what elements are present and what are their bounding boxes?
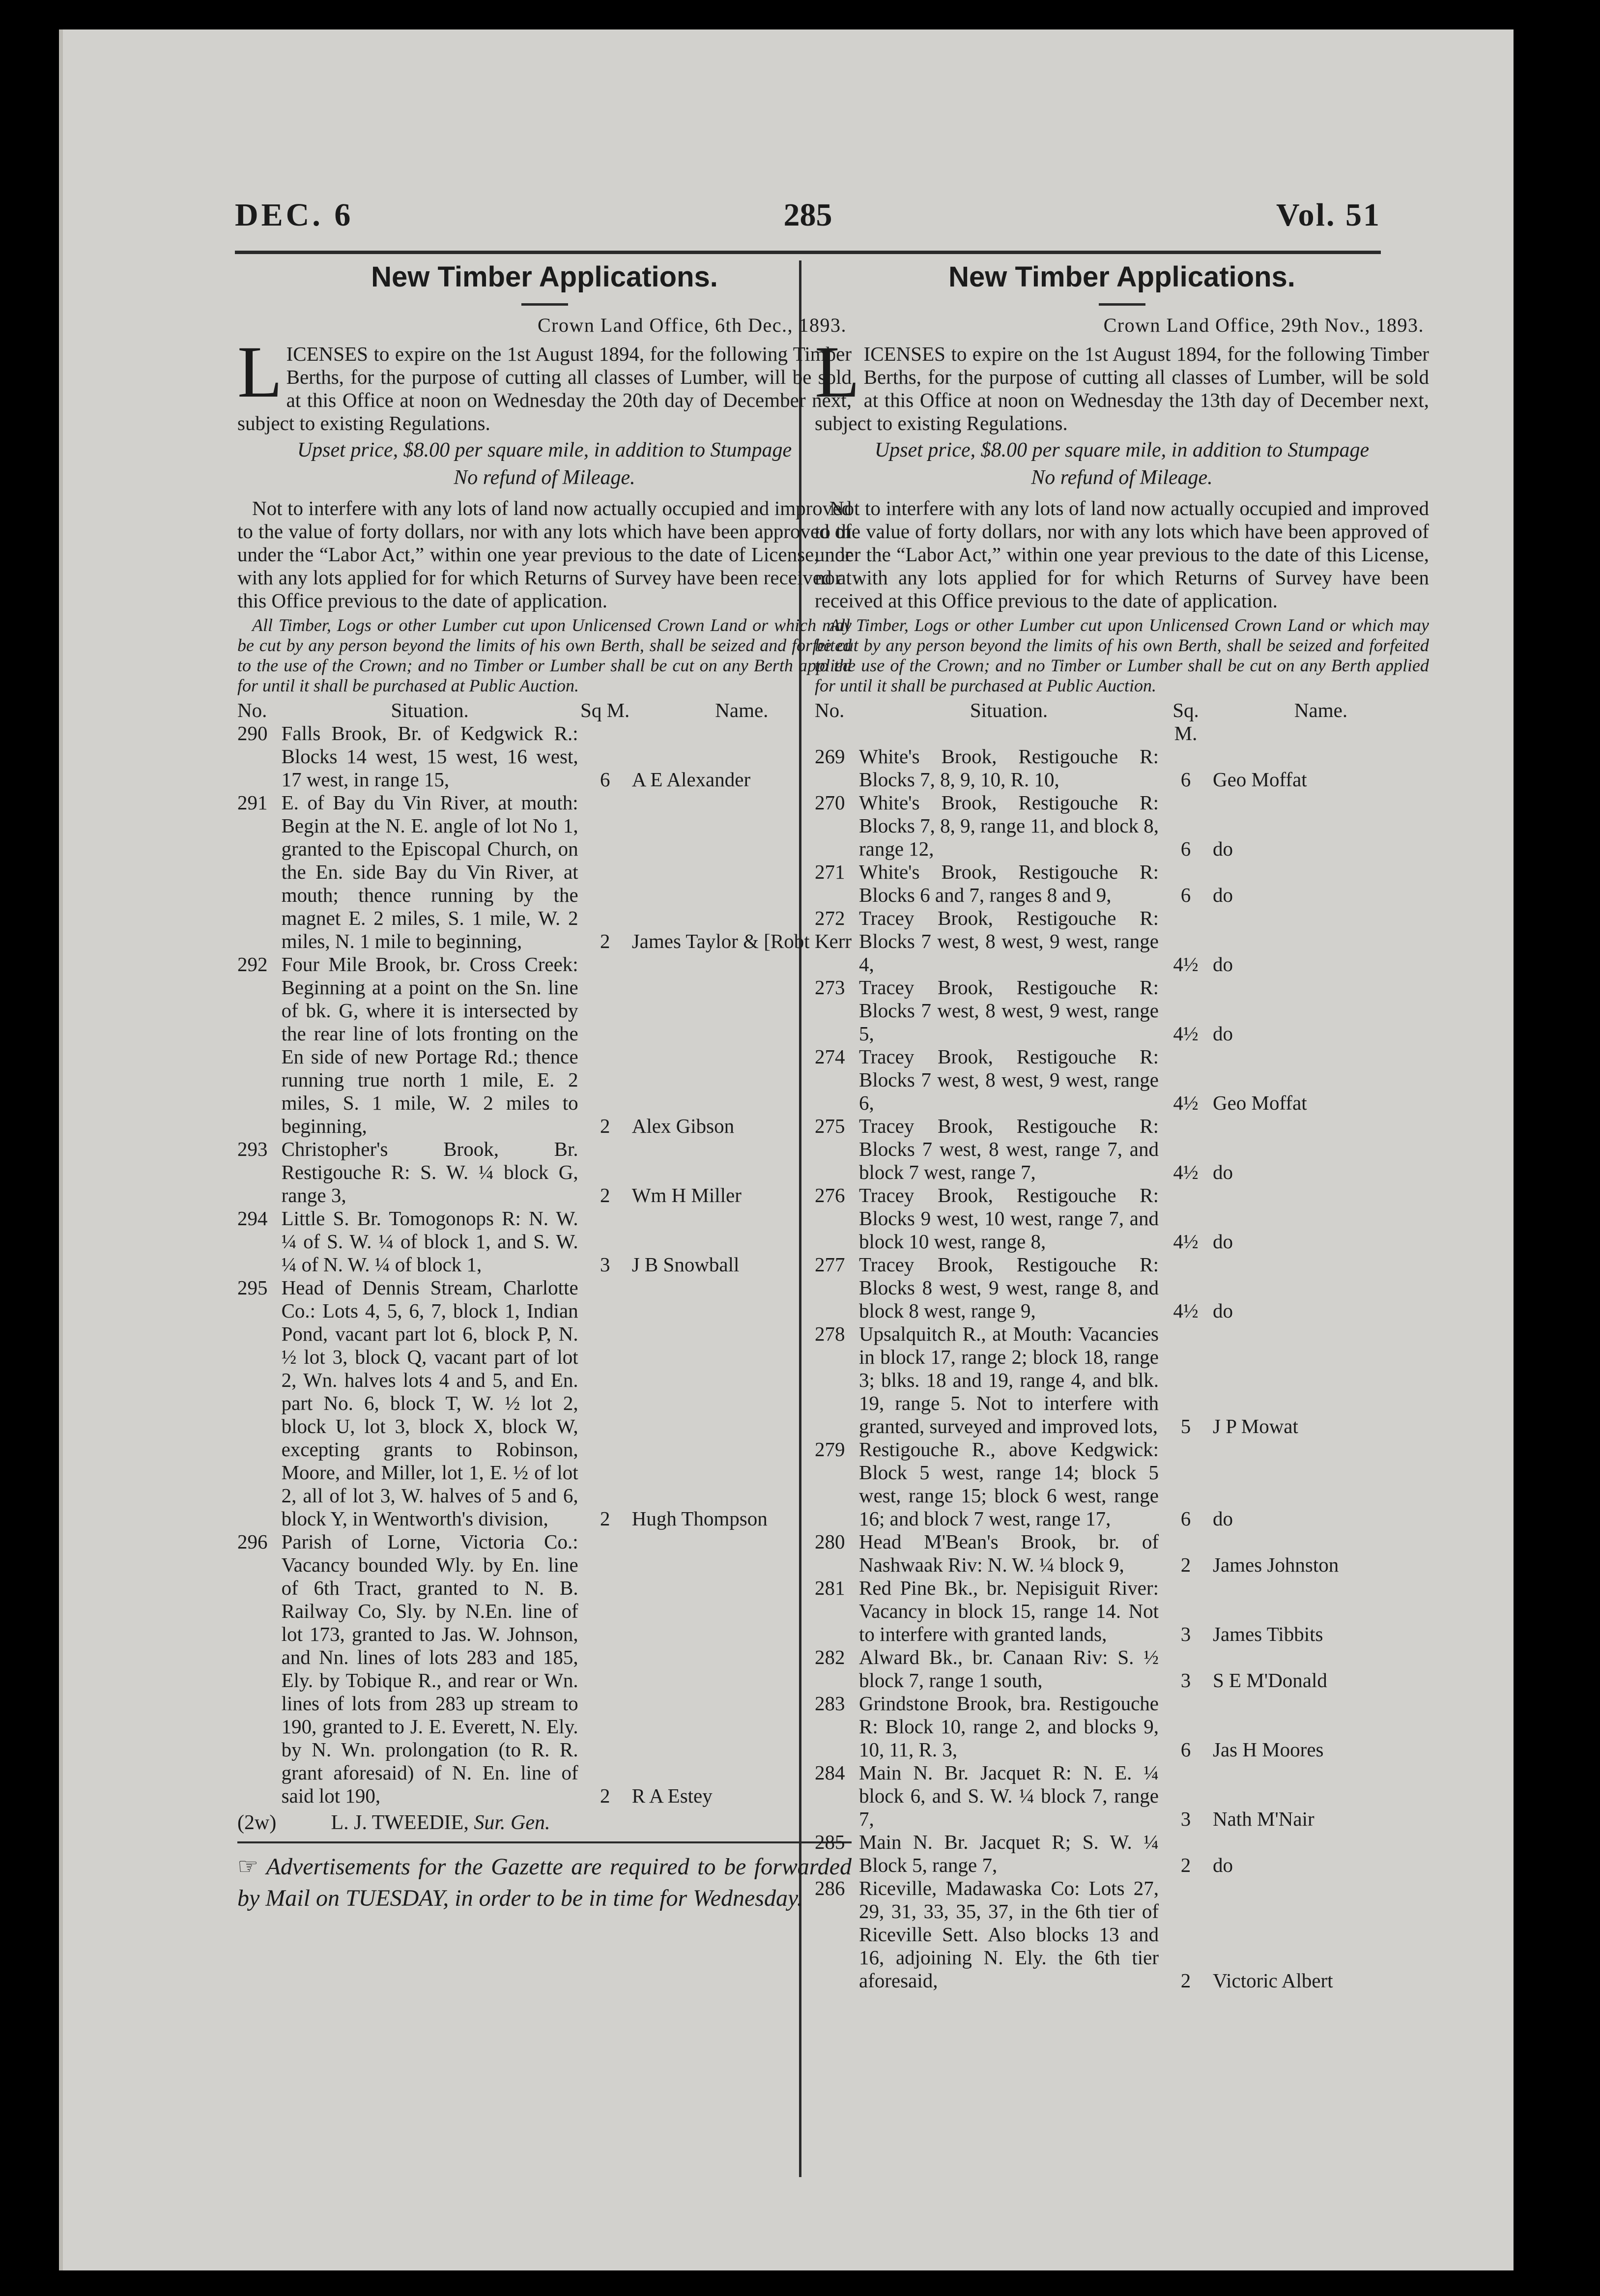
header-situation: Situation. <box>391 699 469 721</box>
advertisement-text: Advertisements for the Gazette are required to be forwarded by Mail on TUESDAY, in order to be in time for Wednesday. <box>237 1854 852 1911</box>
refund-note: No refund of Mileage. <box>454 466 635 489</box>
entry-number: 294 <box>237 1207 268 1230</box>
entry-sq: 3 <box>600 1253 610 1276</box>
drop-cap: L <box>815 331 860 413</box>
volume-number: Vol. 51 <box>1276 197 1381 233</box>
entry-number: 286 <box>815 1877 845 1899</box>
office-dateline: Crown Land Office, 29th Nov., 1893. <box>1103 314 1424 336</box>
table-row <box>815 976 1429 1045</box>
applications-table <box>237 699 852 1808</box>
header-sq: Sq. M. <box>1172 699 1199 745</box>
entry-name: do <box>1213 1299 1233 1322</box>
advertisement-notice <box>237 1851 852 1914</box>
entry-situation: White's Brook, Restigouche R: Blocks 7, 8, 9, range 11, and block 8, range 12, <box>859 791 1159 860</box>
interference-notice: Not to interfere with any lots of land now actually occupied and improved to the value of forty dollars, nor with any lots which have been approved of under the “Labor Act,” within one year previous to the date of License, nor with any lots applied for for which Returns of Survey have been received at this Office previous to the date of application. <box>237 497 852 612</box>
upset-price: Upset price, $8.00 per square mile, in addition to Stumpage <box>297 439 792 461</box>
intro-paragraph <box>815 331 1429 435</box>
table-row <box>237 722 852 791</box>
seizure-notice: All Timber, Logs or other Lumber cut upon Unlicensed Crown Land or which may be cut by any person beyond the limits of his own Berth, shall be seized and forfeited to the use of the Crown; and no Timber or Lumber shall be cut on any Berth applied for until it shall be purchased at Public Auction. <box>815 615 1429 695</box>
page-number: 285 <box>783 197 832 233</box>
title-rule <box>521 303 568 306</box>
entry-number: 290 <box>237 722 268 745</box>
entry-sq: 6 <box>1180 837 1191 860</box>
entry-situation: Tracey Brook, Restigouche R: Blocks 8 west, 9 west, range 8, and block 8 west, range 9, <box>859 1253 1159 1322</box>
table-row <box>237 791 852 953</box>
entry-sq: 2 <box>600 930 610 952</box>
entry-situation: Tracey Brook, Restigouche R: Blocks 7 west, 8 west, 9 west, range 4, <box>859 907 1159 976</box>
entry-number: 275 <box>815 1115 845 1137</box>
table-row <box>815 1438 1429 1530</box>
entry-sq: 3 <box>1180 1808 1191 1830</box>
table-row <box>815 1530 1429 1577</box>
table-row <box>237 953 852 1138</box>
entry-situation: Christopher's Brook, Br. Restigouche R: S. W. ¼ block G, range 3, <box>281 1138 578 1206</box>
entry-number: 295 <box>237 1276 268 1299</box>
entry-number: 269 <box>815 745 845 768</box>
entry-situation: Tracey Brook, Restigouche R: Blocks 7 west, 8 west, 9 west, range 6, <box>859 1045 1159 1114</box>
entry-name: do <box>1213 1507 1233 1530</box>
table-row <box>815 1831 1429 1877</box>
entry-name: Nath M'Nair <box>1213 1808 1314 1830</box>
entry-sq: 2 <box>1180 1553 1191 1576</box>
table-row <box>815 1045 1429 1115</box>
entry-number: 273 <box>815 976 845 999</box>
entry-situation: White's Brook, Restigouche R: Blocks 7, 8, 9, 10, R. 10, <box>859 745 1159 791</box>
entry-number: 279 <box>815 1438 845 1461</box>
entry-name: do <box>1213 884 1233 906</box>
applications-table <box>815 699 1429 1992</box>
entry-sq: 3 <box>1180 1669 1191 1692</box>
table-row <box>815 1646 1429 1692</box>
entry-name: James Tibbits <box>1213 1623 1323 1645</box>
entry-situation: Head M'Bean's Brook, br. of Nashwaak Riv: N. W. ¼ block 9, <box>859 1530 1159 1576</box>
table-row <box>815 1115 1429 1184</box>
entry-name: Victoric Albert <box>1213 1969 1333 1992</box>
entry-situation: Tracey Brook, Restigouche R: Blocks 9 west, 10 west, range 7, and block 10 west, range 8, <box>859 1184 1159 1253</box>
entry-sq: 4½ <box>1173 1022 1199 1045</box>
entry-number: 282 <box>815 1646 845 1668</box>
entry-number: 284 <box>815 1761 845 1784</box>
entry-number: 285 <box>815 1831 845 1853</box>
title-rule <box>1099 303 1145 306</box>
entry-sq: 2 <box>600 1115 610 1137</box>
entry-number: 280 <box>815 1530 845 1553</box>
entry-situation: Riceville, Madawaska Co: Lots 27, 29, 31, 33, 35, 37, in the 6th tier of Riceville Sett. Also blocks 13 and 16, adjoining N. Ely. the 6th tier aforesaid, <box>859 1877 1159 1992</box>
left-column <box>237 260 852 1914</box>
entry-number: 270 <box>815 791 845 814</box>
header-situation: Situation. <box>970 699 1048 721</box>
entry-number: 293 <box>237 1138 268 1160</box>
table-row <box>815 1692 1429 1761</box>
office-dateline: Crown Land Office, 6th Dec., 1893. <box>537 314 847 336</box>
entry-name: Hugh Thompson <box>631 1507 768 1530</box>
entry-situation: Tracey Brook, Restigouche R: Blocks 7 west, 8 west, 9 west, range 5, <box>859 976 1159 1045</box>
entry-number: 292 <box>237 953 268 976</box>
entry-number: 281 <box>815 1577 845 1599</box>
entry-number: 271 <box>815 861 845 883</box>
table-row <box>237 1207 852 1276</box>
entry-name: James Taylor & [Robt Kerr <box>631 930 852 952</box>
table-row <box>815 1322 1429 1438</box>
seizure-notice: All Timber, Logs or other Lumber cut upon Unlicensed Crown Land or which may be cut by any person beyond the limits of his own Berth, shall be seized and forfeited to the use of the Crown; and no Timber or Lumber shall be cut on any Berth applied for until it shall be purchased at Public Auction. <box>237 615 852 695</box>
header-name: Name. <box>715 699 769 721</box>
header-no: No. <box>237 699 267 721</box>
entry-sq: 6 <box>1180 1507 1191 1530</box>
entry-sq: 6 <box>1180 768 1191 791</box>
table-row <box>815 1184 1429 1253</box>
header-no: No. <box>815 699 845 721</box>
refund-note: No refund of Mileage. <box>1031 466 1213 489</box>
entry-number: 278 <box>815 1322 845 1345</box>
entry-situation: Restigouche R., above Kedgwick: Block 5 west, range 14; block 5 west, range 15; block 6 west, range 16; and block 7 west, range 17, <box>859 1438 1159 1530</box>
entry-sq: 6 <box>600 768 610 791</box>
signature-title: Sur. Gen. <box>474 1811 550 1834</box>
signature: L. J. TWEEDIE, <box>331 1811 469 1834</box>
table-row <box>815 861 1429 907</box>
table-row <box>815 1253 1429 1322</box>
table-row <box>815 745 1429 791</box>
entry-name: S E M'Donald <box>1213 1669 1327 1692</box>
entry-name: James Johnston <box>1213 1553 1339 1576</box>
entry-name: do <box>1213 1022 1233 1045</box>
entry-name: do <box>1213 837 1233 860</box>
table-row <box>815 1877 1429 1992</box>
entry-number: 283 <box>815 1692 845 1715</box>
entry-sq: 5 <box>1180 1415 1191 1437</box>
entry-name: A E Alexander <box>631 768 751 791</box>
entry-name: do <box>1213 1854 1233 1876</box>
entry-name: Geo Moffat <box>1213 768 1307 791</box>
entry-name: do <box>1213 1230 1233 1253</box>
entry-situation: Upsalquitch R., at Mouth: Vacancies in block 17, range 2; block 18, range 3; blks. 18 and 19, range 4, and blk. 19, range 5. Not to interfere with granted, surveyed and improved lots, <box>859 1322 1159 1437</box>
entry-situation: Red Pine Bk., br. Nepisiguit River: Vacancy in block 15, range 14. Not to interfere with granted lands, <box>859 1577 1159 1645</box>
intro-paragraph <box>237 331 852 435</box>
upset-price: Upset price, $8.00 per square mile, in addition to Stumpage <box>874 439 1370 461</box>
table-row <box>815 791 1429 861</box>
right-column <box>815 260 1429 1992</box>
insertion-code: (2w) <box>237 1811 277 1834</box>
entry-situation: Main N. Br. Jacquet R; S. W. ¼ Block 5, range 7, <box>859 1831 1159 1876</box>
intro-text: ICENSES to expire on the 1st August 1894, for the following Timber Berths, for the purpose of cutting all classes of Lumber, will be sold at this Office at noon on Wednesday the 20th day of December next, subject to existing Regulations. <box>237 343 852 434</box>
entry-name: J B Snowball <box>631 1253 740 1276</box>
entry-situation: E. of Bay du Vin River, at mouth: Begin at the N. E. angle of lot No 1, granted to the Episcopal Church, on the En. side Bay du Vin River, at mouth; thence running by the magnet E. 2 miles, S. 1 mile, W. 2 miles, N. 1 mile to beginning, <box>281 791 578 952</box>
header-name: Name. <box>1294 699 1348 721</box>
table-header <box>815 699 1429 745</box>
section-title: New Timber Applications. <box>371 261 718 293</box>
entry-situation: Grindstone Brook, bra. Restigouche R: Block 10, range 2, and blocks 9, 10, 11, R. 3, <box>859 1692 1159 1761</box>
entry-sq: 3 <box>1180 1623 1191 1645</box>
entry-name: Alex Gibson <box>631 1115 735 1137</box>
entry-number: 276 <box>815 1184 845 1206</box>
section-title: New Timber Applications. <box>948 261 1295 293</box>
entry-situation: Four Mile Brook, br. Cross Creek: Beginning at a point on the Sn. line of bk. G, where it is intersected by the rear line of lots fronting on the En side of new Portage Rd.; thence running true north 1 mile, E. 2 miles, S. 1 mile, W. 2 miles to beginning, <box>281 953 578 1137</box>
entry-name: do <box>1213 1161 1233 1183</box>
pointing-hand-icon: ☞ <box>237 1854 259 1880</box>
entry-name: J P Mowat <box>1213 1415 1298 1437</box>
drop-cap: L <box>237 331 283 413</box>
table-row <box>815 907 1429 976</box>
newspaper-page <box>59 29 1514 2270</box>
header-sq: Sq M. <box>580 699 630 721</box>
entry-number: 272 <box>815 907 845 929</box>
signature-line <box>237 1811 852 1835</box>
table-row <box>815 1761 1429 1831</box>
entry-name: Jas H Moores <box>1213 1738 1324 1761</box>
entry-situation: Tracey Brook, Restigouche R: Blocks 7 west, 8 west, range 7, and block 7 west, range 7, <box>859 1115 1159 1183</box>
entry-name: Geo Moffat <box>1213 1091 1307 1114</box>
issue-date: DEC. 6 <box>235 197 354 233</box>
entry-sq: 4½ <box>1173 1299 1199 1322</box>
page-header <box>235 170 1381 254</box>
table-row <box>237 1530 852 1808</box>
entry-number: 277 <box>815 1253 845 1276</box>
entry-sq: 2 <box>600 1784 610 1807</box>
entry-number: 291 <box>237 791 268 814</box>
entry-situation: Little S. Br. Tomogonops R: N. W. ¼ of S. W. ¼ of block 1, and S. W. ¼ of N. W. ¼ of block 1, <box>281 1207 578 1276</box>
entry-sq: 4½ <box>1173 1230 1199 1253</box>
table-header <box>237 699 852 722</box>
entry-sq: 2 <box>600 1507 610 1530</box>
entry-sq: 2 <box>600 1184 610 1206</box>
entry-situation: Main N. Br. Jacquet R: N. E. ¼ block 6, and S. W. ¼ block 7, range 7, <box>859 1761 1159 1830</box>
entry-sq: 4½ <box>1173 1161 1199 1183</box>
entry-name: do <box>1213 953 1233 976</box>
entry-name: Wm H Miller <box>631 1184 742 1206</box>
entry-sq: 6 <box>1180 884 1191 906</box>
entry-number: 296 <box>237 1530 268 1553</box>
entry-situation: Head of Dennis Stream, Charlotte Co.: Lots 4, 5, 6, 7, block 1, Indian Pond, vacant part lot 6, block P, N. ½ lot 3, block Q, vacant part of lot 2, Wn. halves lots 4 and 5, and En. part No. 6, block T, W. ½ lot 2, block U, lot 3, block X, block W, excepting grants to Robinson, Moore, and Miller, lot 1, E. ½ of lot 2, all of lot 3, W. halves of 5 and 6, block Y, in Wentworth's division, <box>281 1276 578 1530</box>
entry-sq: 4½ <box>1173 953 1199 976</box>
intro-text: ICENSES to expire on the 1st August 1894, for the following Timber Berths, for the purpose of cutting all classes of Lumber, will be sold at this Office at noon on Wednesday the 13th day of December next, subject to existing Regulations. <box>815 343 1429 434</box>
entry-situation: White's Brook, Restigouche R: Blocks 6 and 7, ranges 8 and 9, <box>859 861 1159 906</box>
entry-number: 274 <box>815 1045 845 1068</box>
table-row <box>815 1577 1429 1646</box>
interference-notice: Not to interfere with any lots of land now actually occupied and improved to the value of forty dollars, nor with any lots which have been approved of under the “Labor Act,” within one year previous to the date of this License, nor with any lots applied for for which Returns of Survey have been received at this Office previous to the date of application. <box>815 497 1429 612</box>
entry-sq: 2 <box>1180 1969 1191 1992</box>
ad-rule <box>237 1841 852 1843</box>
entry-sq: 6 <box>1180 1738 1191 1761</box>
table-row <box>237 1276 852 1530</box>
entry-situation: Parish of Lorne, Victoria Co.: Vacancy bounded Wly. by En. line of 6th Tract, granted to N. B. Railway Co, Sly. by N.En. line of lot 173, granted to Jas. W. Johnson, and Nn. lines of lots 283 and 185, Ely. by Tobique R., and rear or Wn. lines of lots from 283 up stream to 190, granted to J. E. Everett, N. Ely. by N. Wn. prolongation (to R. R. grant aforesaid) of N. En. line of said lot 190, <box>281 1530 578 1807</box>
entry-sq: 2 <box>1180 1854 1191 1876</box>
entry-name: R A Estey <box>631 1784 713 1807</box>
table-row <box>237 1138 852 1207</box>
entry-situation: Alward Bk., br. Canaan Riv: S. ½ block 7, range 1 south, <box>859 1646 1159 1692</box>
entry-sq: 4½ <box>1173 1091 1199 1114</box>
entry-situation: Falls Brook, Br. of Kedgwick R.: Blocks 14 west, 15 west, 16 west, 17 west, in range 15, <box>281 722 578 791</box>
